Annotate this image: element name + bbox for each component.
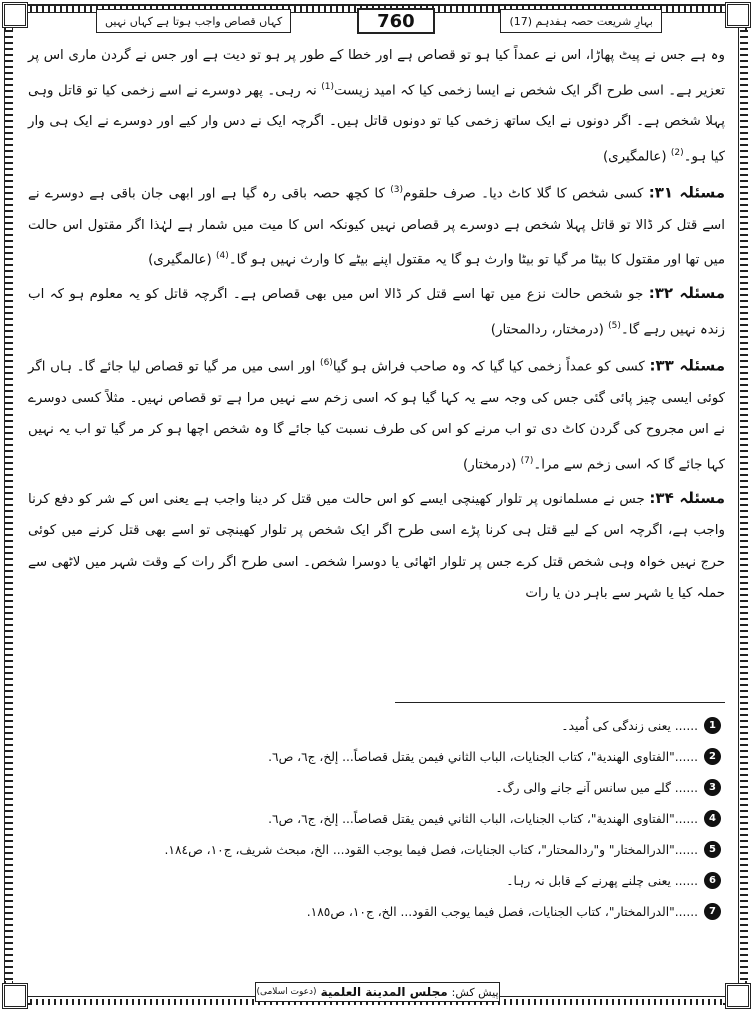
masala-31: مسئلہ ۳۱: کسی شخص کا گلا کاٹ دیا۔ صرف حلقوم$^{(3)}$ کا کچھ حصہ باقی رہ گیا ہے اور ابھی جان باقی ہے دوسرے نے اسے قتل کر ڈالا تو قاتل پہلا شخص ہے دوسرے پر قصاص نہیں کیونکہ اس کا میت میں شمار ہے لہٰذا اگر مقتول اس حالت میں تھا اور مقتول کا بیٹا مر گیا تو بیٹا وارث ہو گا یہ مقتول اپنے بیٹے کا وارث نہیں ہو گا۔$^{(4)}$ (عالمگیری) (28, 183, 725, 268)
masala-34: مسئلہ ۳۴: جس نے مسلمانوں پر تلوار کھینچی ایسے کو اس حالت میں قتل کر دینا واجب ہے یعنی اس کے شر کو دفع کرنا واجب ہے، اگرچہ اس کے لیے قتل ہی کرنا پڑے اسی طرح اگر ایک شخص پر تلوار کھینچی تو اسے بھی قتل کرنے میں کوئی حرج نہیں خواہ وہی شخص قتل کرے جس پر تلوار اٹھائی یا دوسرا شخص۔ اسی طرح اگر رات کے وقت شہر میں لاٹھی سے حملہ کیا یا شہر سے باہر دن یا رات (28, 488, 725, 602)
footnote-item (30, 710, 721, 741)
corner-ornament (725, 983, 751, 1009)
footnote-text: ...... یعنی چلنے پھرنے کے قابل نہ رہا۔ (506, 873, 698, 888)
citation: (درمختار) (463, 457, 521, 473)
citation: (درمختار، ردالمحتار) (490, 322, 609, 338)
footnote-number: 2 (704, 748, 721, 765)
page-footer (255, 982, 500, 1002)
footnote-ref[interactable]: (6) (320, 357, 333, 368)
footnote-item (30, 803, 721, 834)
footnote-ref[interactable]: (4) (215, 251, 229, 262)
border-ornament-left (5, 30, 13, 981)
footnote-item (30, 896, 721, 927)
footnote-item (30, 865, 721, 896)
footnote-number: 7 (704, 903, 721, 920)
corner-ornament (2, 2, 28, 28)
footnote-text: ......"الفتاوی الهندية"، كتاب الجنايات، الباب الثاني فيمن يقتل قصاصاً... إلخ، ج٦، ص٦. (268, 749, 698, 764)
citation: (عالمگیری) (148, 252, 216, 268)
footnote-ref[interactable]: (7) (520, 455, 534, 466)
footnote-text: ......"الفتاوی الهندية"، كتاب الجنايات، الباب الثاني فيمن يقتل قصاصاً... إلخ، ج٦، ص٦. (268, 811, 698, 826)
citation: (عالمگیری) (602, 149, 671, 165)
footnote-ref[interactable]: (5) (608, 320, 621, 331)
footnote-number: 6 (704, 872, 721, 889)
footnote-number: 4 (704, 810, 721, 827)
footnote-number: 5 (704, 841, 721, 858)
masala-label: مسئلہ ۳۴: (649, 488, 725, 507)
footnote-number: 3 (704, 779, 721, 796)
footnote-item (30, 741, 721, 772)
corner-ornament (2, 983, 28, 1009)
page-header (96, 8, 662, 34)
section-title: کہاں قصاص واجب ہوتا ہے کہاں نہیں (96, 9, 291, 33)
paragraph: وہ ہے جس نے پیٹ پھاڑا، اس نے عمداً کیا ہو تو قصاص ہے اور خطا کے طور پر ہو تو دیت ہے اور جس نے گردن ماری اس پر تعزیر ہے۔ اسی طرح اگر ایک شخص نے ایسا زخمی کیا کہ امید زیست$^{(1)}$ نہ رہی۔ پھر دوسرے نے اسے زخمی کیا تو قاتل وہی پہلا شخص ہے۔ اگر دونوں نے ایک ساتھ زخمی کیا تو دونوں قاتل ہیں۔ اگرچہ ایک نے دس وار کیے اور دوسرے نے ایک ہی وار کیا ہو۔$^{(2)}$ (عالمگیری) (28, 48, 725, 165)
masala-32: مسئلہ ۳۲: جو شخص حالت نزع میں تھا اسے قتل کر ڈالا اس میں بھی قصاص ہے۔ اگرچہ قاتل کو یہ معلوم ہو کہ اب زندہ نہیں رہے گا۔$^{(5)}$ (درمختار، ردالمحتار) (28, 284, 725, 338)
footnote-text: ......"الدرالمختار"، كتاب الجنايات، فصل فيما يوجب القود... الخ، ج١٠، ص١٨٥. (306, 904, 698, 919)
footer-dawat: (دعوت اسلامی) (256, 987, 317, 997)
book-title: بہارِ شریعت حصہ ہفدہم (17) (500, 9, 662, 33)
footnote-item (30, 834, 721, 865)
footnote-item (30, 772, 721, 803)
border-ornament-right (740, 30, 748, 981)
footnote-ref[interactable]: (1) (321, 81, 334, 92)
footnote-divider (395, 702, 725, 703)
masala-label: مسئلہ ۳۱: (648, 183, 725, 202)
footnote-ref[interactable]: (2) (670, 147, 684, 158)
masala-label: مسئلہ ۳۲: (648, 284, 725, 303)
footnote-number: 1 (704, 717, 721, 734)
footnote-text: ...... گلے میں سانس آنے جانے والی رگ۔ (495, 780, 698, 795)
page-number: 760 (357, 8, 435, 34)
main-text (28, 40, 725, 612)
masala-33: مسئلہ ۳۳: کسی کو عمداً زخمی کیا گیا کہ وہ صاحب فراش ہو گیا$^{(6)}$ اور اسی میں مر گیا تو قصاص لیا جائے گا۔ ہاں اگر کوئی ایسی چیز پائی گئی جس کی وجہ سے یہ کہا گیا ہو کہ اسی زخم سے نہیں مرا ہے تو قصاص نہیں۔ مثلاً کسی دوسرے نے اس مجروح کی گردن کاٹ دی تو اب مرنے کو اس کی طرف نسبت کیا جائے گا وہ شخص اچھا ہو کر مر گیا تو اب یہ نہیں کہا جائے گا کہ اسی زخم سے مرا۔$^{(7)}$ (درمختار) (28, 356, 726, 473)
masala-label: مسئلہ ۳۳: (649, 356, 726, 375)
footnote-ref[interactable]: (3) (390, 184, 403, 195)
footnote-text: ......"الدرالمختار" و"ردالمحتار"، كتاب الجنايات، فصل فيما يوجب القود... الخ، مبحث شريف، ج١٠، ص١٨٤. (164, 842, 698, 857)
footer-presented-by: پیش کش: (451, 985, 499, 999)
footnotes (30, 710, 721, 927)
footnote-text: ...... یعنی زندگی کی اُمید۔ (561, 718, 698, 733)
corner-ornament (725, 2, 751, 28)
footer-organization: مجلس المدينة العلمية (320, 985, 448, 999)
